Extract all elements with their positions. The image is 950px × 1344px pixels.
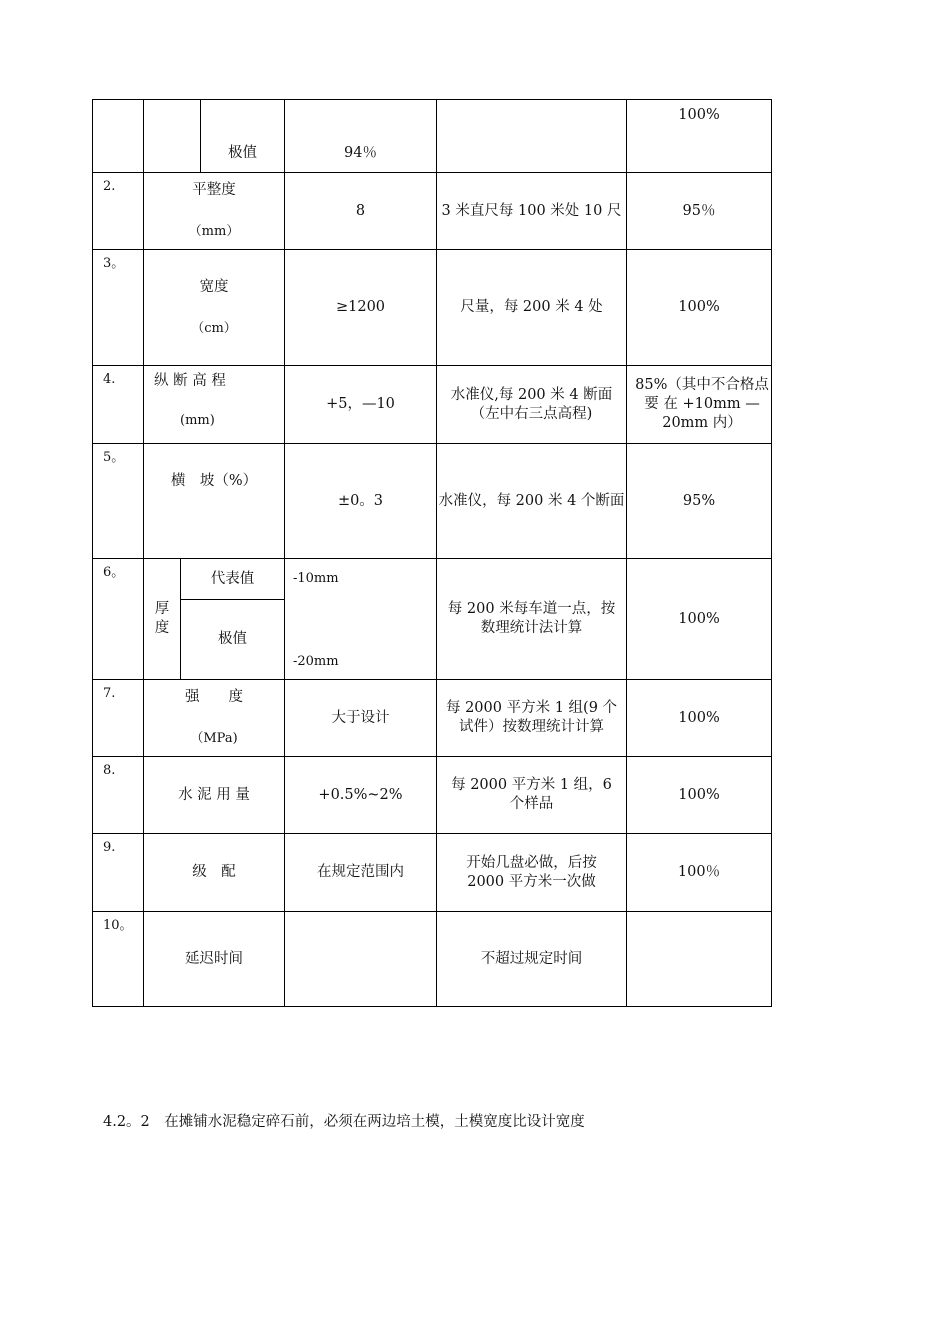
requirement: +0.5%~2% (285, 757, 437, 834)
table-row (93, 559, 772, 600)
requirement-representative: -10mm (293, 571, 339, 586)
table-row (93, 250, 772, 366)
method: 3 米直尺每 100 米处 10 尺 (437, 173, 627, 250)
item-name-line1: 平整度 (192, 182, 236, 198)
table-row (93, 680, 772, 757)
item-name (144, 366, 285, 444)
row-number: 10。 (93, 912, 144, 1007)
requirement: 大于设计 (285, 680, 437, 757)
item-name (144, 173, 285, 250)
pass-rate: 95％ (627, 173, 772, 250)
item-name-line2: （cm） (191, 320, 237, 336)
requirement: 94％ (285, 100, 437, 173)
table-row (93, 366, 772, 444)
method: 水准仪,每 200 米 4 断面（左中右三点高程) (437, 366, 627, 444)
group-cell (144, 100, 201, 173)
table-row (93, 173, 772, 250)
row-number: 5。 (93, 444, 144, 559)
requirement: +5，—10 (285, 366, 437, 444)
pass-rate: 100% (627, 559, 772, 680)
item-name (144, 680, 285, 757)
pass-rate: 85%（其中不合格点 要 在 +10mm —20mm 内） (627, 366, 772, 444)
pass-rate: 100% (627, 250, 772, 366)
requirement: ±0。3 (285, 444, 437, 559)
requirement: 8 (285, 173, 437, 250)
item-name: 延迟时间 (144, 912, 285, 1007)
sub-item-extreme: 极值 (181, 600, 285, 680)
table-row (93, 444, 772, 559)
item-name-line1: 纵 断 高 程 (154, 373, 226, 389)
requirement-extreme: -20mm (293, 654, 339, 669)
table-row (93, 834, 772, 912)
body-paragraph: 4.2。2 在摊铺水泥稳定碎石前，必须在两边培土模，土模宽度比设计宽度 (103, 1114, 585, 1130)
requirement (285, 559, 437, 680)
method: 每 2000 平方米 1 组，6 个样品 (437, 757, 627, 834)
method: 不超过规定时间 (437, 912, 627, 1007)
table-row (93, 912, 772, 1007)
requirement (285, 912, 437, 1007)
item-name: 级 配 (144, 834, 285, 912)
item-name: 水 泥 用 量 (144, 757, 285, 834)
row-number: 8. (93, 757, 144, 834)
item-name-line2: （MPa) (190, 731, 238, 746)
row-number: 9. (93, 834, 144, 912)
item-name-line2: (mm) (180, 413, 215, 428)
row-number: 2. (93, 173, 144, 250)
quality-spec-table (92, 99, 772, 1007)
method (437, 100, 627, 173)
item-name: 横 坡（%） (144, 444, 285, 559)
table-row (93, 757, 772, 834)
row-number: 7. (93, 680, 144, 757)
method: 每 2000 平方米 1 组(9 个试件）按数理统计计算 (437, 680, 627, 757)
method: 每 200 米每车道一点，按数理统计法计算 (437, 559, 627, 680)
requirement: 在规定范围内 (285, 834, 437, 912)
item-name-line1: 强 度 (185, 689, 243, 705)
row-number (93, 100, 144, 173)
group-label: 厚度 (144, 559, 181, 680)
row-number: 6。 (93, 559, 144, 680)
item-name-line2: （mm） (188, 224, 240, 239)
method: 尺量，每 200 米 4 处 (437, 250, 627, 366)
row-number: 3。 (93, 250, 144, 366)
pass-rate (627, 912, 772, 1007)
pass-rate: 100% (627, 680, 772, 757)
table-row (93, 100, 772, 173)
item-name: 极值 (201, 100, 285, 173)
sub-item-representative: 代表值 (181, 559, 285, 600)
method: 水准仪，每 200 米 4 个断面 (437, 444, 627, 559)
pass-rate: 100% (627, 100, 772, 173)
item-name-line1: 宽度 (199, 278, 229, 295)
pass-rate: 100% (627, 757, 772, 834)
pass-rate: 100％ (627, 834, 772, 912)
method: 开始几盘必做，后按 2000 平方米一次做 (437, 834, 627, 912)
item-name (144, 250, 285, 366)
requirement: ≥1200 (285, 250, 437, 366)
row-number: 4. (93, 366, 144, 444)
pass-rate: 95% (627, 444, 772, 559)
